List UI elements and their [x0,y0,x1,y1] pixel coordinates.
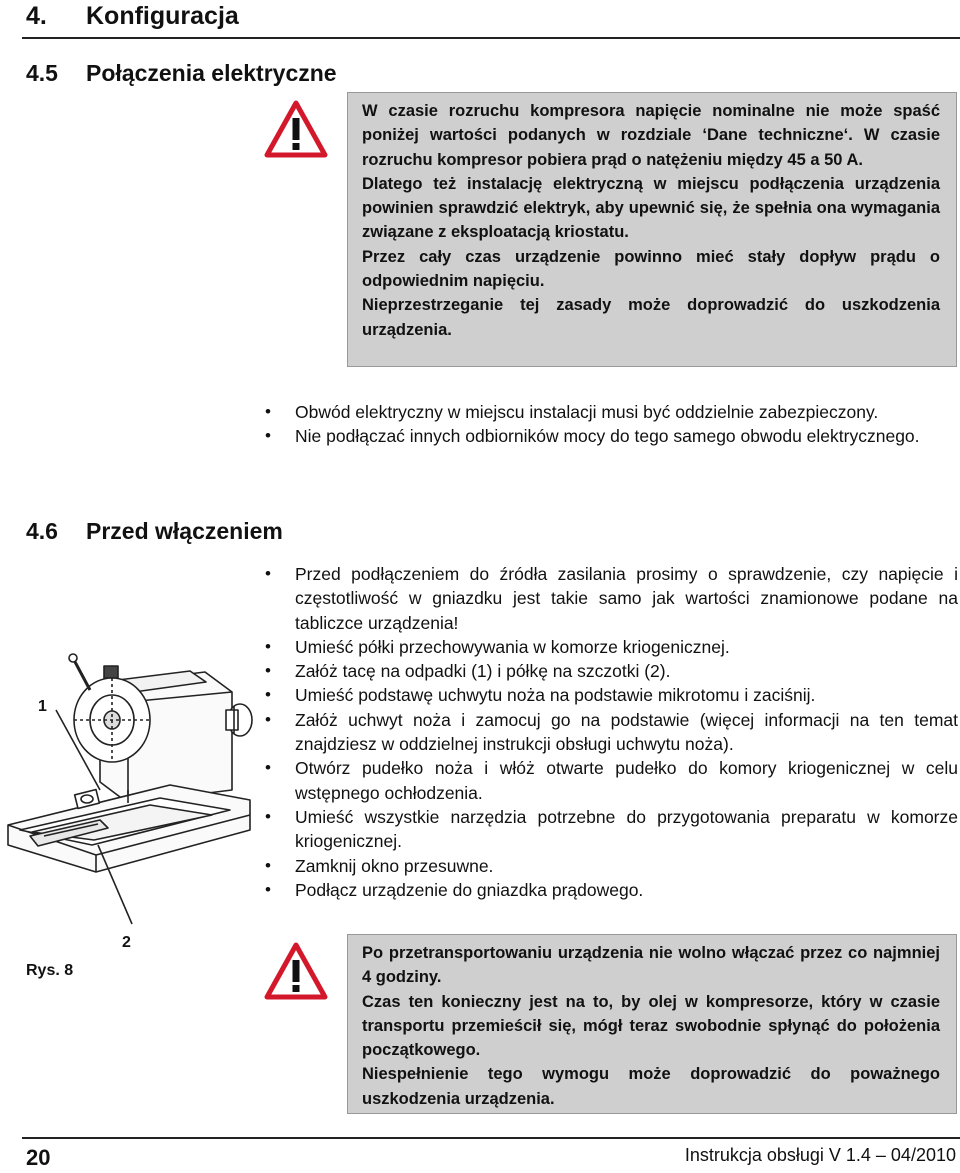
list-item: • Zamknij okno przesuwne. [263,854,958,878]
bullet-list-4-5 [263,400,958,449]
warning-paragraph: Niespełnienie tego wymogu może doprowadzić do poważnego uszkodzenia urządzenia. [362,1065,940,1108]
figure-label-2: 2 [122,934,131,951]
list-item: • Umieść półki przechowywania w komorze kriogenicznej. [263,635,958,659]
figure-caption: Rys. 8 [26,962,74,979]
section-title: Połączenia elektryczne [86,60,337,86]
page-number: 20 [26,1145,51,1170]
chapter-name: Konfiguracja [86,2,239,30]
list-item: • Umieść wszystkie narzędzia potrzebne do przygotowania preparatu w komorze kriogenicznej. [263,805,958,854]
section-heading-4-6 [26,518,283,545]
warning-box-transport [347,934,957,1114]
footer-rule [22,1137,960,1139]
section-heading-4-5 [26,60,337,87]
warning-paragraph: Nieprzestrzeganie tej zasady może doprowadzić do uszkodzenia urządzenia. [362,296,940,339]
figure-label-1: 1 [38,698,47,715]
list-item: • Przed podłączeniem do źródła zasilania prosimy o sprawdzenie, czy napięcie i częstotliwość w gniazdku jest takie samo jak wartości znamionowe podane na tabliczce urządzenia! [263,562,958,635]
chapter-title [26,2,239,31]
list-item: • Nie podłączać innych odbiorników mocy do tego samego obwodu elektrycznego. [263,424,958,448]
warning-paragraph: Czas ten konieczny jest na to, by olej w kompresorze, który w czasie transportu przemieścił się, mógł teraz swobodnie spłynąć do położenia początkowego. [362,992,940,1060]
section-number: 4.6 [26,518,58,544]
warning-paragraph: Dlatego też instalację elektryczną w miejscu podłączenia urządzenia powinien sprawdzić elektryk, aby upewnić się, że spełnia ona wymagania związane z eksploatacją kriostatu. [362,174,940,242]
manual-version: Instrukcja obsługi V 1.4 – 04/2010 [684,1145,956,1165]
list-item: • Obwód elektryczny w miejscu instalacji musi być oddzielnie zabezpieczony. [263,400,958,424]
list-item: • Podłącz urządzenie do gniazdka prądowego. [263,878,958,902]
warning-paragraph: Przez cały czas urządzenie powinno mieć stały dopływ prądu o odpowiednim napięciu. [362,247,940,291]
warning-box-power [347,92,957,367]
warning-paragraph: Po przetransportowaniu urządzenia nie wolno włączać przez co najmniej 4 godziny. [362,944,940,987]
chapter-number: 4. [26,2,47,30]
list-item: • Otwórz pudełko noża i włóż otwarte pudełko do komory kriogenicznej w celu wstępnego ochłodzenia. [263,756,958,805]
list-item: • Załóż tacę na odpadki (1) i półkę na szczotki (2). [263,659,958,683]
section-number: 4.5 [26,60,58,86]
list-item: • Załóż uchwyt noża i zamocuj go na podstawie (więcej informacji na ten temat znajdziesz w oddzielnej instrukcji obsługi uchwytu noża). [263,708,958,757]
cryostat-illustration [0,640,262,940]
list-item: • Umieść podstawę uchwytu noża na podstawie mikrotomu i zaciśnij. [263,683,958,707]
header-rule [22,37,960,39]
warning-paragraph: W czasie rozruchu kompresora napięcie nominalne nie może spaść poniżej wartości podanych w rozdziale ‘Dane techniczne‘. W czasie rozruchu kompresor pobiera prąd o natężeniu między 45 a 50 A. [362,102,940,169]
warning-triangle-icon [264,100,328,158]
section-title: Przed włączeniem [86,518,283,544]
bullet-list-4-6 [263,562,958,902]
warning-triangle-icon [264,942,328,1000]
